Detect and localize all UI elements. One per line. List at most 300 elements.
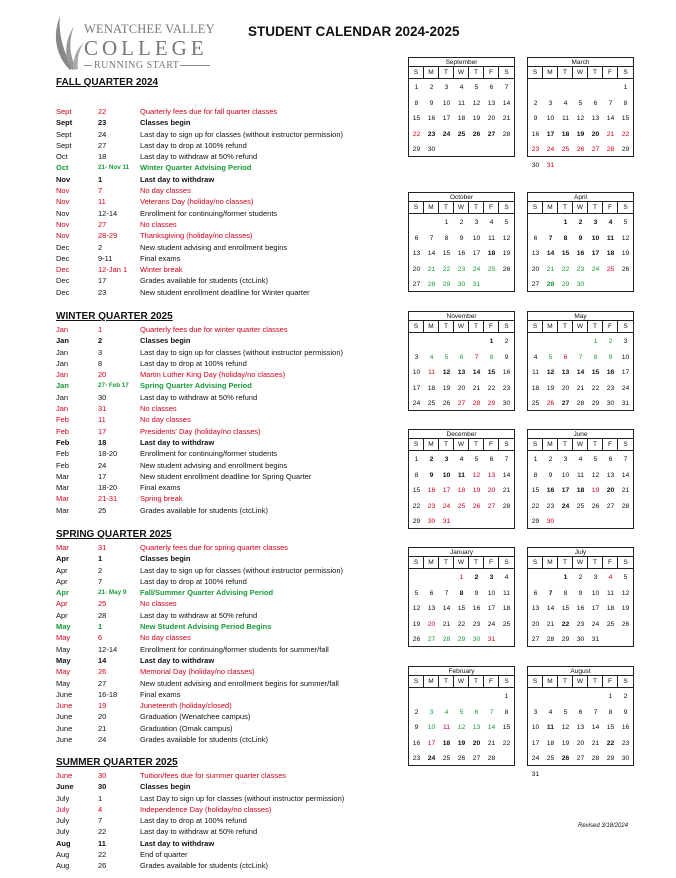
calendar-empty-cell (424, 334, 439, 350)
calendar-day: 18 (531, 384, 540, 392)
weekday-label: T (469, 557, 484, 568)
calendar-day: 25 (606, 265, 615, 273)
calendar-day: 25 (427, 400, 436, 407)
event-date: 27 (98, 219, 107, 229)
event-description: Last day to drop at 100% refund (140, 140, 247, 150)
calendar-day: 5 (459, 708, 464, 716)
calendar-day: 27 (487, 502, 496, 510)
calendar-day: 9 (429, 471, 434, 479)
calendar-day: 2 (504, 338, 509, 345)
event-list (56, 770, 406, 872)
calendar-day: 8 (623, 99, 628, 107)
weekday-label: S (504, 69, 509, 76)
calendar-day: 26 (621, 620, 630, 628)
calendar-day: 23 (576, 620, 585, 628)
event-date: 27 (98, 140, 107, 150)
calendar-day: 30 (546, 518, 555, 525)
calendar-day: 11 (442, 724, 451, 731)
event-month: Nov (56, 231, 70, 241)
event-month: Oct (56, 163, 69, 173)
event-row (56, 610, 406, 621)
weekday-label: S (528, 202, 543, 213)
calendar-day: 9 (504, 353, 509, 361)
event-description: New student advising and enrollment begins for summer/fall (140, 678, 339, 688)
event-description: Grades available for students (ctcLink) (140, 505, 268, 515)
event-row (56, 553, 406, 564)
calendar-day: 28 (546, 636, 555, 643)
calendar-day: 26 (621, 265, 630, 273)
calendar-day: 17 (591, 250, 600, 257)
calendar-day: 26 (457, 755, 466, 762)
event-description: Final exams (140, 253, 181, 263)
calendar-day: 11 (561, 115, 570, 122)
calendar-day: 20 (487, 487, 496, 494)
event-date: 20 (98, 370, 107, 380)
calendar-day: 27 (427, 636, 436, 643)
calendar-day-grid (409, 451, 514, 530)
event-month: Dec (56, 265, 70, 275)
calendar-day: 15 (487, 369, 496, 376)
event-date: 14 (98, 655, 107, 665)
weekday-label: S (409, 202, 424, 213)
weekday-label: S (504, 441, 509, 448)
event-month: May (56, 622, 71, 632)
event-month: Nov (56, 208, 70, 218)
weekday-label: T (439, 557, 454, 568)
calendar-day: 23 (412, 755, 421, 762)
weekday-header (409, 202, 514, 214)
calendar-day: 24 (546, 146, 555, 153)
event-row (56, 219, 406, 230)
event-row (56, 185, 406, 196)
calendar-day: 30 (531, 161, 540, 169)
calendar-day: 4 (608, 219, 613, 226)
calendar-day-grid (528, 569, 633, 648)
event-row (56, 106, 406, 117)
calendar-day: 17 (427, 739, 436, 747)
calendar-day: 1 (489, 338, 494, 345)
event-description: Final exams (140, 689, 181, 699)
event-description: Quarterly fees due for spring quarter classes (140, 543, 288, 552)
calendar-day: 15 (412, 115, 421, 122)
calendar-day: 29 (561, 636, 570, 643)
calendar-day: 20 (576, 739, 585, 747)
calendar-day: 14 (606, 115, 615, 122)
event-month: June (56, 701, 73, 711)
calendar-day: 27 (472, 755, 481, 762)
calendar-day: 23 (427, 130, 436, 138)
calendar-day: 11 (606, 589, 615, 597)
calendar-day: 27 (531, 636, 540, 643)
calendar-day-grid (409, 214, 514, 293)
event-date: 28 (98, 610, 107, 620)
event-row (56, 860, 406, 871)
calendar-day: 4 (548, 708, 553, 716)
calendar-day: 2 (578, 219, 583, 226)
calendar-day: 17 (621, 369, 630, 376)
calendar-day: 12 (472, 99, 481, 107)
event-date: 7 (98, 576, 103, 586)
calendar-day: 24 (531, 755, 540, 762)
logo-text-tagline: RUNNING START (94, 60, 180, 71)
calendar-day: 30 (621, 755, 630, 762)
calendar-day: 2 (429, 84, 434, 91)
event-description: Classes begin (140, 782, 191, 792)
event-month: June (56, 689, 73, 699)
calendar-day: 25 (561, 146, 570, 153)
event-row (56, 403, 406, 414)
calendar-day: 13 (531, 250, 540, 257)
weekday-header (409, 321, 514, 333)
event-description: Enrollment for continuing/former students (140, 449, 278, 459)
weekday-label: M (543, 676, 558, 687)
weekday-label: T (558, 676, 573, 687)
calendar-empty-cell (454, 689, 469, 705)
calendar-day: 24 (591, 620, 600, 628)
event-description: Last Day to sign up for classes (without instructor permission) (140, 793, 345, 803)
weekday-label: W (454, 557, 469, 568)
calendar-day: 16 (606, 369, 615, 376)
event-month: Jan (56, 404, 69, 414)
event-description: Last day to withdraw at 50% refund (140, 827, 258, 837)
event-row (56, 678, 406, 689)
calendar-day: 22 (591, 384, 600, 392)
calendar-day-grid (409, 688, 514, 767)
weekday-label: T (439, 321, 454, 332)
calendar-day: 6 (608, 456, 613, 463)
calendar-day: 5 (414, 589, 419, 597)
calendar-day: 25 (457, 130, 466, 138)
calendar-empty-cell (528, 80, 543, 96)
event-description: Presidents' Day (holiday/no classes) (140, 426, 261, 436)
event-row (56, 264, 406, 275)
calendar-day: 24 (591, 265, 600, 273)
event-date: 24 (98, 735, 107, 745)
calendar-day: 2 (623, 693, 628, 700)
calendar-day: 24 (442, 130, 451, 138)
event-month: Mar (56, 494, 69, 504)
event-date: 6 (98, 633, 103, 643)
weekday-label: S (409, 676, 424, 687)
calendar-day: 8 (593, 353, 598, 361)
event-month: Feb (56, 460, 69, 470)
calendar-day: 10 (442, 471, 451, 479)
calendar-day: 19 (502, 250, 511, 257)
calendar-day: 25 (606, 620, 615, 628)
weekday-header (409, 557, 514, 569)
weekday-header (409, 67, 514, 79)
weekday-label: S (528, 67, 543, 78)
calendar-day: 30 (457, 281, 466, 288)
calendar-day: 21 (576, 384, 585, 392)
calendar-day: 16 (576, 250, 585, 257)
calendar-month-title: July (528, 548, 633, 557)
calendar-day: 22 (412, 130, 421, 138)
calendar-day: 20 (412, 265, 421, 273)
event-month: Mar (56, 471, 69, 481)
event-row (56, 358, 406, 369)
calendar-day: 4 (459, 456, 464, 463)
calendar-day: 10 (621, 353, 630, 361)
weekday-label: M (424, 676, 439, 687)
calendar-day: 8 (563, 234, 568, 242)
weekday-label: T (588, 67, 603, 78)
event-date: 16-18 (98, 689, 118, 699)
calendar-day: 31 (487, 636, 496, 643)
calendar-day: 13 (427, 605, 436, 612)
event-date: 17 (98, 471, 107, 481)
event-date: 11 (98, 415, 106, 425)
calendar-day: 20 (531, 265, 540, 273)
calendar-day: 30 (427, 146, 436, 153)
calendar-month-title: October (409, 193, 514, 202)
event-description: New student advising and enrollment begins (140, 242, 288, 252)
calendar-day: 8 (414, 471, 419, 479)
event-month: May (56, 633, 71, 643)
event-date: 1 (98, 174, 103, 184)
event-date: 26 (98, 667, 107, 677)
calendar-day: 5 (444, 353, 449, 361)
calendar-day: 11 (457, 99, 466, 107)
calendar-day: 30 (472, 636, 481, 643)
calendar-day: 13 (487, 471, 496, 479)
weekday-label: S (528, 557, 543, 568)
weekday-label: W (573, 676, 588, 687)
event-row (56, 347, 406, 358)
calendar-day: 6 (414, 234, 419, 242)
event-date: 30 (98, 782, 107, 792)
calendar-day: 7 (593, 708, 598, 716)
calendar-day: 11 (576, 471, 585, 479)
weekday-label: F (603, 321, 618, 332)
calendar-day: 7 (548, 589, 553, 597)
calendar-day: 15 (442, 250, 451, 257)
event-row (56, 162, 406, 173)
calendar-day: 31 (442, 518, 451, 525)
logo-text-top: WENATCHEE VALLEY (84, 22, 215, 36)
calendar-day: 19 (621, 250, 630, 257)
calendar-day: 28 (502, 502, 511, 510)
calendar-april (527, 192, 634, 292)
calendar-day: 19 (576, 130, 585, 138)
spring-quarter-section (56, 528, 406, 745)
calendar-day: 13 (472, 724, 481, 731)
calendar-day: 29 (621, 146, 630, 153)
calendar-day: 2 (429, 456, 434, 463)
calendar-empty-cell (573, 334, 588, 350)
calendar-empty-cell (558, 80, 573, 96)
calendar-month-title: February (409, 667, 514, 676)
event-row (56, 437, 406, 448)
event-description: Last day to withdraw (140, 655, 215, 665)
calendar-day: 21 (546, 265, 555, 273)
event-date: 4 (98, 804, 103, 814)
calendar-day: 22 (442, 265, 451, 273)
calendar-day: 5 (548, 353, 553, 361)
calendar-day: 12 (621, 234, 630, 242)
weekday-label: S (409, 321, 424, 332)
calendar-day: 9 (623, 708, 628, 716)
event-month: Mar (56, 505, 69, 515)
weekday-label: M (543, 439, 558, 450)
calendar-day: 18 (546, 739, 555, 747)
calendar-empty-cell (439, 334, 454, 350)
event-month: Jan (56, 358, 69, 368)
event-date: 25 (98, 599, 107, 609)
calendar-empty-cell (424, 215, 439, 231)
calendar-day: 21 (502, 487, 511, 494)
calendar-day: 20 (606, 487, 615, 494)
event-month: Jan (56, 347, 69, 357)
calendar-day: 13 (561, 369, 570, 376)
calendar-day: 3 (474, 219, 479, 226)
calendar-day: 5 (474, 84, 479, 91)
event-row (56, 804, 406, 815)
calendar-day: 30 (606, 400, 615, 407)
calendar-day: 7 (504, 84, 509, 91)
calendar-day: 10 (487, 589, 496, 597)
calendar-day: 17 (442, 487, 451, 494)
calendar-day: 28 (487, 755, 496, 762)
calendar-empty-cell (588, 689, 603, 705)
calendar-day: 21 (546, 620, 555, 628)
event-description: Last day to withdraw at 50% refund (140, 152, 258, 162)
event-row (56, 275, 406, 286)
weekday-label: S (409, 439, 424, 450)
calendar-day: 7 (429, 234, 434, 242)
calendar-day: 22 (606, 739, 615, 747)
event-description: Grades available for students (ctcLink) (140, 735, 268, 745)
calendar-day: 20 (427, 620, 436, 628)
calendar-empty-cell (543, 80, 558, 96)
calendar-may (527, 311, 634, 411)
calendar-day: 29 (606, 755, 615, 762)
calendar-day: 8 (608, 708, 613, 716)
event-date: 31 (98, 404, 107, 414)
event-date: 25 (98, 505, 107, 515)
calendar-day: 2 (414, 708, 419, 716)
calendar-day: 10 (561, 471, 570, 479)
event-description: New student enrollment deadline for Spring Quarter (140, 471, 312, 481)
calendar-day: 7 (489, 708, 494, 716)
calendar-month-title: May (528, 312, 633, 321)
weekday-label: M (424, 67, 439, 78)
calendar-empty-cell (588, 80, 603, 96)
calendar-month-title: August (528, 667, 633, 676)
weekday-label: F (484, 67, 499, 78)
calendar-empty-cell (409, 689, 424, 705)
event-month: Sept (56, 118, 73, 128)
weekday-header (528, 321, 633, 333)
calendar-day: 24 (621, 384, 630, 392)
calendar-day: 14 (502, 471, 511, 479)
calendar-day: 23 (472, 620, 481, 628)
event-month: Aug (56, 850, 70, 860)
event-row (56, 723, 406, 734)
calendar-day: 23 (576, 265, 585, 273)
event-month: Jan (56, 381, 69, 391)
weekday-label: T (469, 202, 484, 213)
calendar-day: 25 (546, 755, 555, 762)
calendar-day: 26 (472, 130, 481, 138)
calendar-day: 17 (487, 605, 496, 612)
calendar-empty-cell (528, 334, 543, 350)
event-description: Last day to sign up for classes (without instructor permission) (140, 347, 344, 357)
weekday-label: M (424, 557, 439, 568)
event-row (56, 505, 406, 516)
calendar-day: 29 (487, 400, 496, 407)
event-date: 30 (98, 771, 107, 780)
calendar-day: 27 (606, 502, 615, 510)
event-date: 12-Jan 1 (98, 265, 128, 275)
calendar-day: 15 (606, 724, 615, 731)
calendar-day: 13 (487, 99, 496, 107)
event-month: Feb (56, 426, 69, 436)
event-row (56, 770, 406, 781)
calendar-day: 6 (533, 234, 538, 242)
event-list (56, 324, 406, 516)
event-date: 24 (98, 460, 107, 470)
calendar-day: 10 (412, 369, 421, 376)
quarter-heading: FALL QUARTER 2024 (56, 77, 159, 88)
event-description: No day classes (140, 186, 191, 196)
calendar-day: 31 (546, 161, 555, 169)
calendar-day: 6 (489, 84, 494, 91)
event-row (56, 826, 406, 837)
calendar-day: 3 (429, 708, 434, 716)
calendar-day: 10 (591, 589, 600, 597)
calendar-day: 15 (621, 115, 630, 122)
event-month: Dec (56, 253, 70, 263)
event-row (56, 129, 406, 140)
calendar-day: 23 (621, 739, 630, 747)
calendar-day: 8 (504, 708, 509, 716)
event-row (56, 196, 406, 207)
event-month: Aug (56, 838, 71, 848)
event-description: No classes (140, 219, 177, 229)
calendar-day: 11 (502, 589, 511, 597)
event-date: 22 (98, 850, 107, 860)
calendar-day: 5 (593, 456, 598, 463)
event-row (56, 598, 406, 609)
calendar-day: 24 (472, 265, 481, 273)
event-row (56, 324, 406, 335)
calendar-day: 23 (457, 265, 466, 273)
calendar-day: 28 (472, 400, 481, 407)
calendar-day: 18 (427, 384, 436, 392)
calendar-empty-cell (439, 689, 454, 705)
calendar-day: 12 (442, 369, 451, 376)
calendar-day: 7 (444, 589, 449, 597)
calendar-day: 17 (472, 250, 481, 257)
page-title: STUDENT CALENDAR 2024-2025 (248, 24, 460, 39)
calendar-day: 19 (457, 739, 466, 747)
event-list (56, 542, 406, 745)
calendar-day: 4 (444, 708, 449, 716)
calendar-day: 10 (472, 234, 481, 242)
calendar-day: 11 (531, 369, 540, 376)
event-row (56, 230, 406, 241)
event-description: Memorial Day (holiday/no classes) (140, 667, 255, 677)
calendar-day: 6 (474, 708, 479, 716)
event-description: Enrollment for continuing/former students (140, 208, 278, 218)
event-description: Independence Day (holiday/no classes) (140, 804, 272, 814)
calendar-day: 25 (487, 265, 496, 273)
event-date: 17 (98, 276, 107, 286)
calendar-day-grid (528, 79, 633, 173)
calendar-day: 10 (427, 724, 436, 731)
calendar-day: 18 (487, 250, 496, 257)
